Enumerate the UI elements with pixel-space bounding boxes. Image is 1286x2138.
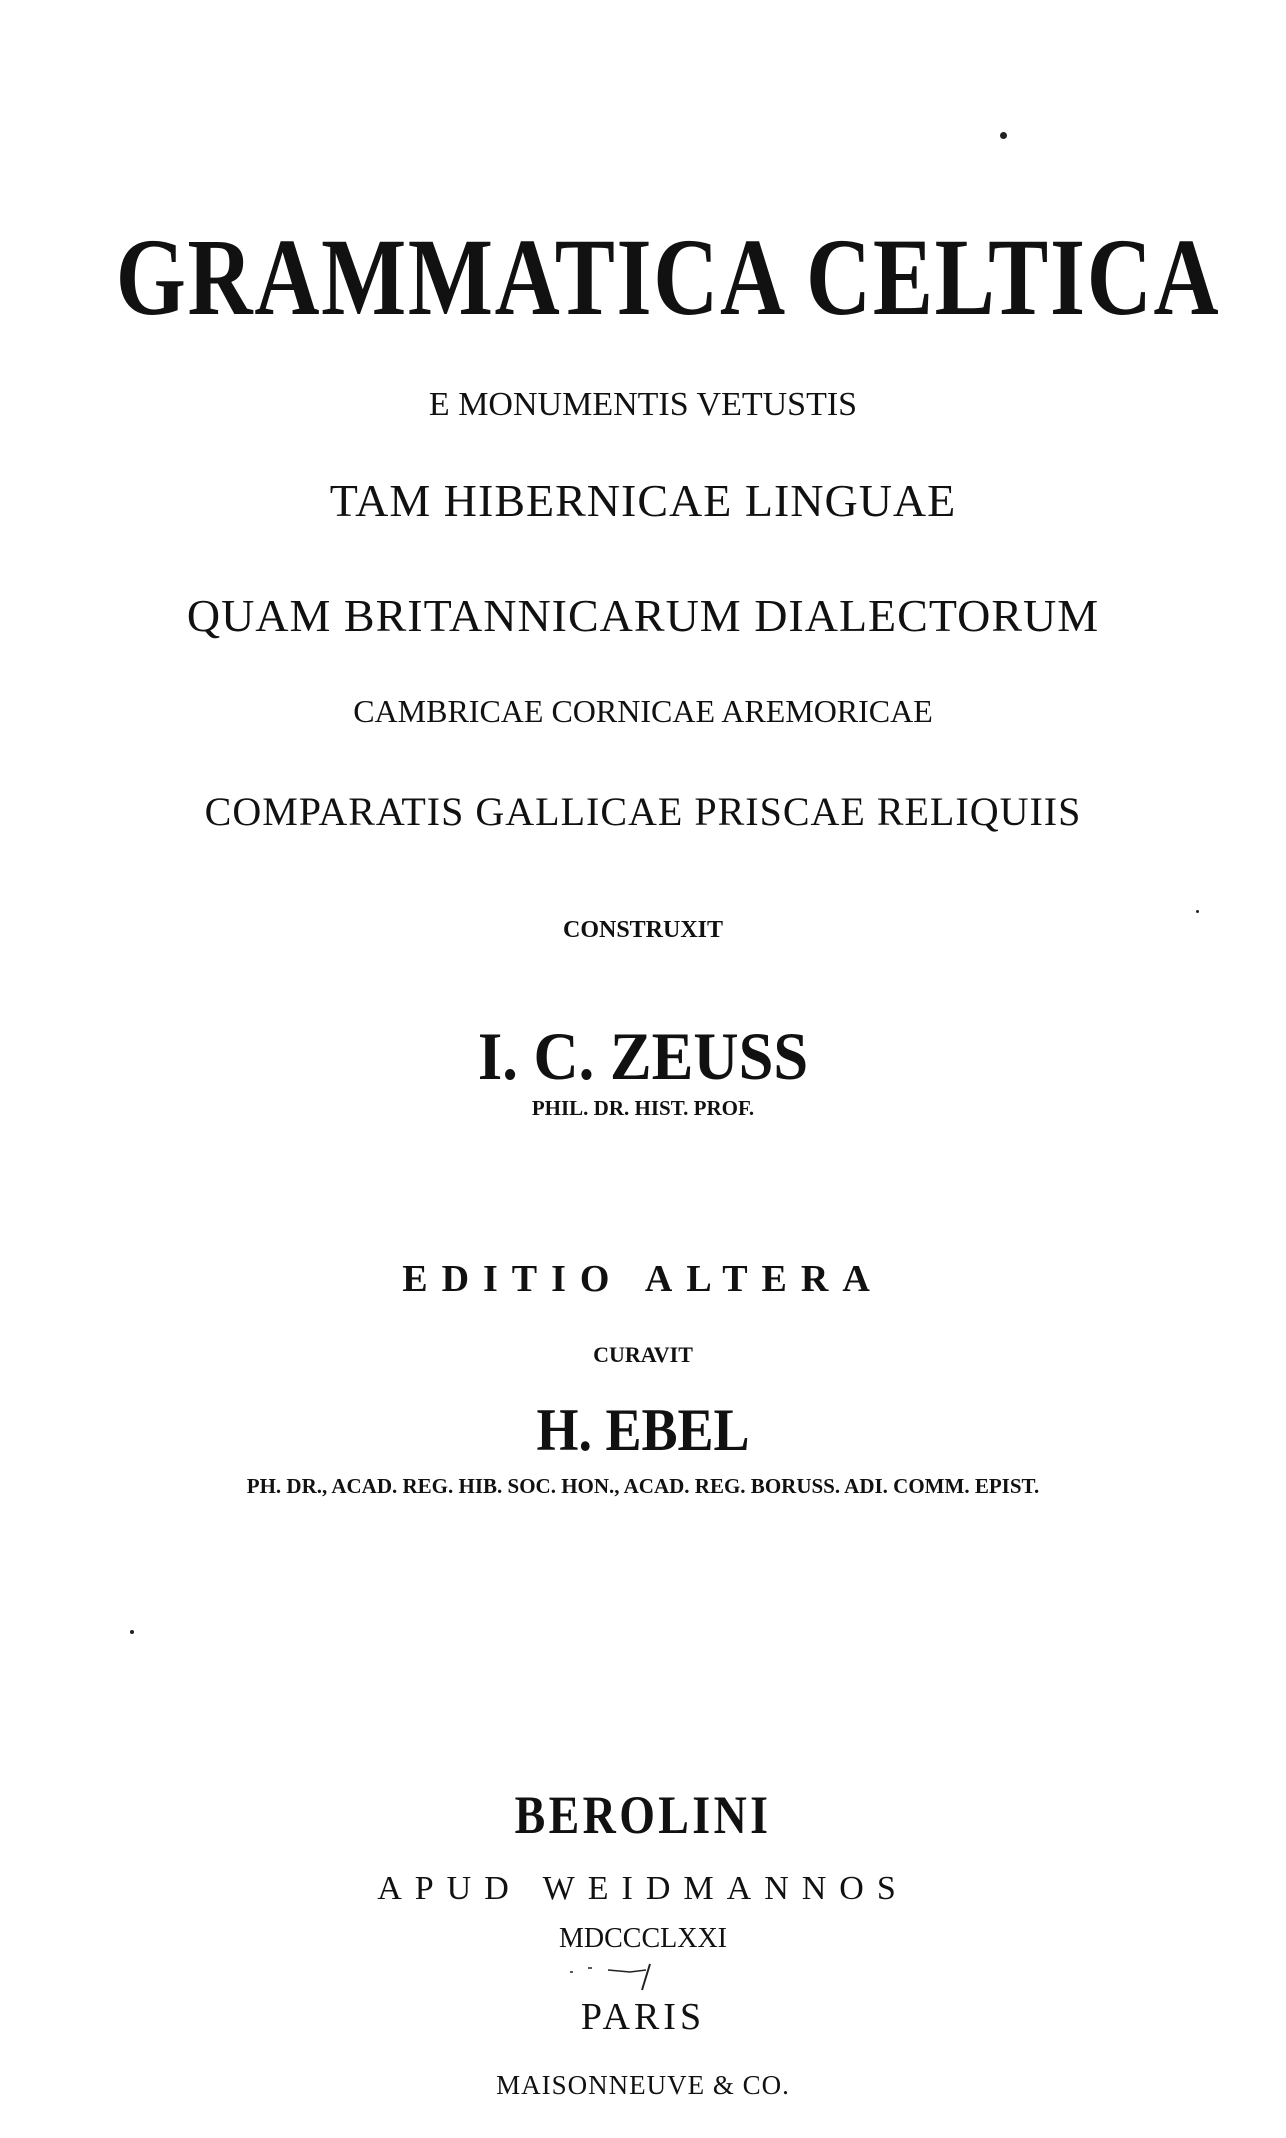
imprint-city: BEROLINI <box>514 1785 772 1845</box>
editor-name: H. EBEL <box>536 1397 750 1463</box>
subtitle-line-2: TAM HIBERNICAE LINGUAE <box>329 475 957 526</box>
ink-speck <box>1000 132 1007 139</box>
subtitle-line-4: CAMBRICAE CORNICAE AREMORICAE <box>353 693 933 729</box>
edition-statement: EDITIO ALTERA <box>402 1258 884 1300</box>
imprint-city-2: PARIS <box>580 1996 706 2038</box>
ink-speck <box>130 1630 134 1634</box>
author-credentials: PHIL. DR. HIST. PROF. <box>531 1096 755 1120</box>
subtitle-line-1: E MONUMENTIS VETUSTIS <box>428 386 858 423</box>
handwritten-mark <box>568 1962 688 1992</box>
subtitle-line-3: QUAM BRITANNICARUM DIALECTORUM <box>186 590 1100 641</box>
imprint-year: MDCCCLXXI <box>558 1923 727 1954</box>
editor-credentials: PH. DR., ACAD. REG. HIB. SOC. HON., ACAD. REG. BORUSS. ADI. COMM. EPIST. <box>246 1474 1040 1498</box>
subtitle-line-5: COMPARATIS GALLICAE PRISCAE RELIQUIIS <box>204 789 1082 834</box>
curavit-label: CURAVIT <box>593 1342 693 1367</box>
imprint-publisher: APUD WEIDMANNOS <box>377 1870 909 1907</box>
construxit-label: CONSTRUXIT <box>562 917 724 943</box>
ink-speck <box>1196 910 1199 913</box>
imprint-publisher-2: MAISONNEUVE & CO. <box>496 2070 790 2100</box>
author-name: I. C. ZEUSS <box>477 1018 809 1094</box>
book-title: GRAMMATICA CELTICA <box>115 216 1221 338</box>
